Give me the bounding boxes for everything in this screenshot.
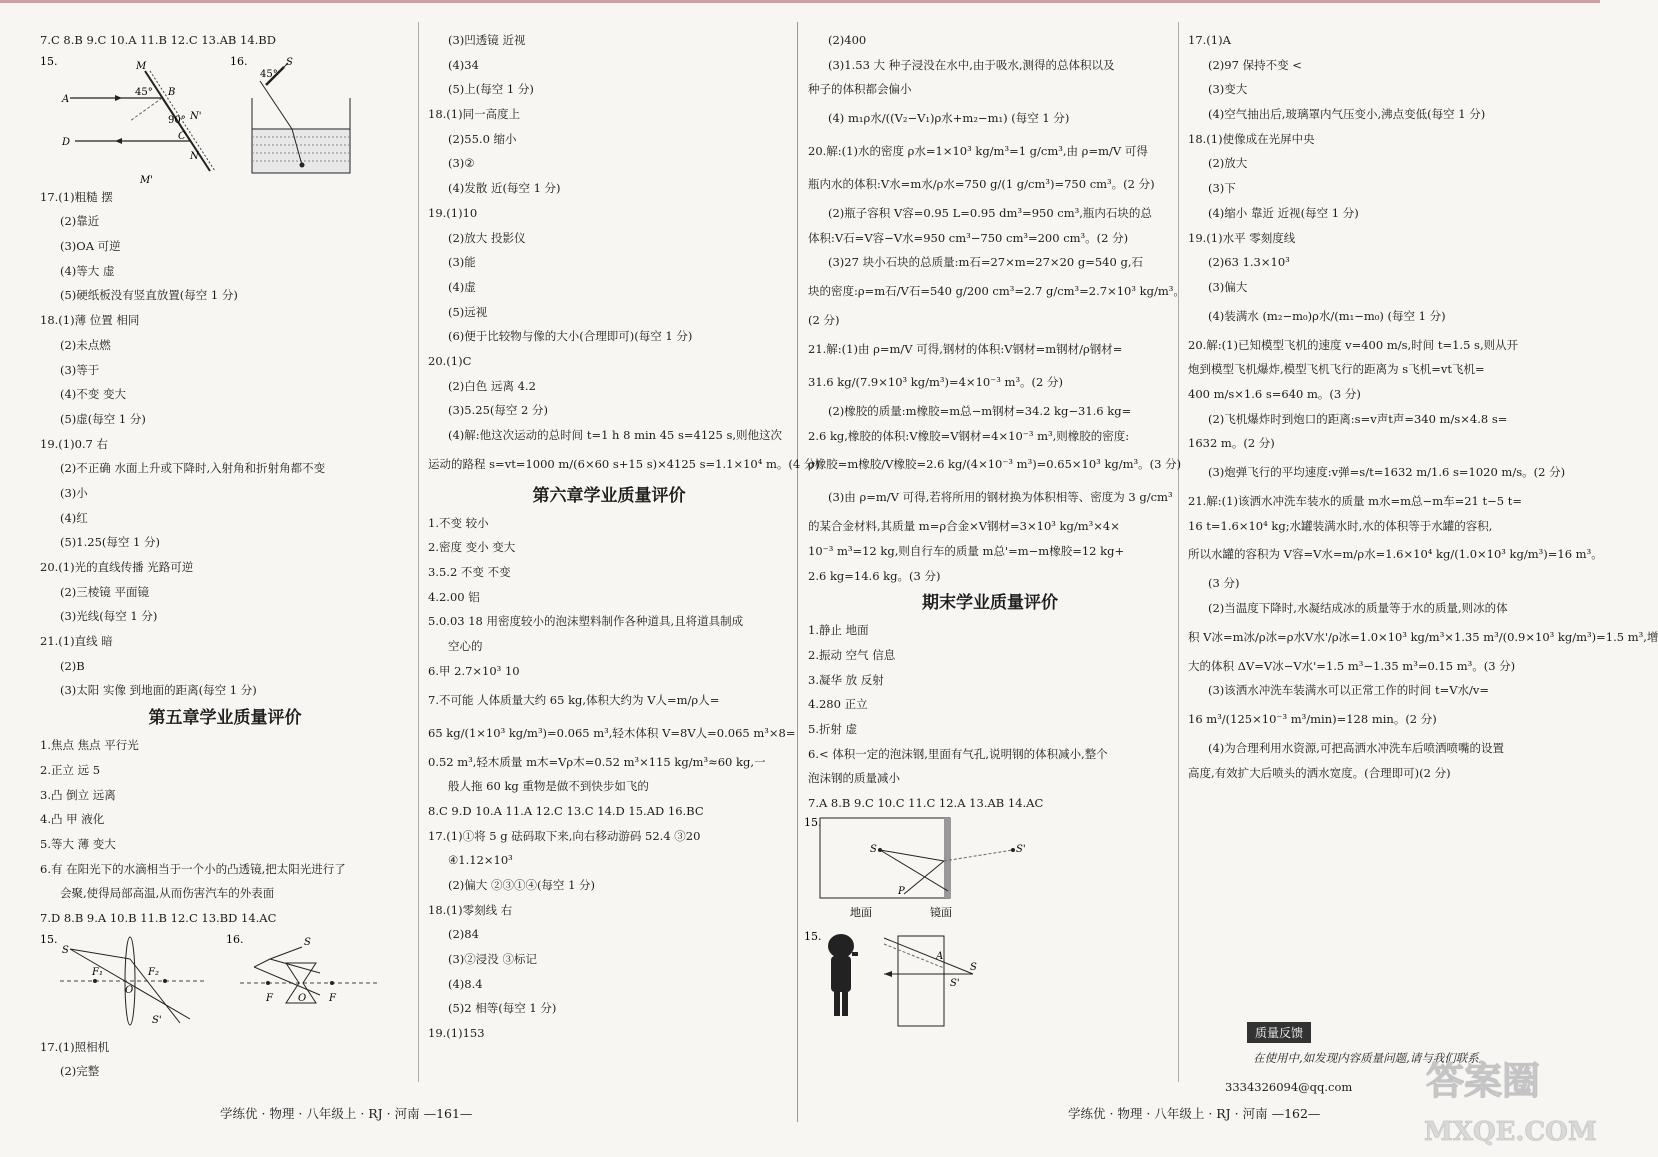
answer-line: (2)三棱镜 平面镜 xyxy=(60,584,149,599)
column-divider xyxy=(418,22,419,1082)
answer-line: 65 kg/(1×10³ kg/m³)=0.065 m³,轻木体积 V=8V人=0.065 m³×8= xyxy=(428,725,796,740)
column-4 xyxy=(1188,28,1658,786)
answer-line: (4)虚 xyxy=(448,279,476,294)
watermark-text: 答案圈 xyxy=(1426,1058,1541,1103)
answer-line: (4)为合理利用水资源,可把高洒水冲洗车后喷洒喷嘴的设置 xyxy=(1208,741,1504,756)
diagram-letter: O xyxy=(125,984,134,996)
diagram-letter: C xyxy=(178,130,186,142)
section-heading: 期末学业质量评价 xyxy=(922,593,1058,614)
diagram-letter: 45° xyxy=(135,86,153,98)
answer-line: (2)偏大 ②③①④(每空 1 分) xyxy=(448,877,596,892)
answer-line: (2)放大 投影仪 xyxy=(448,230,526,245)
answer-line: (3)② xyxy=(448,156,475,171)
answer-line: 2.振动 空气 信息 xyxy=(808,647,896,662)
diagram-letter: A xyxy=(936,950,944,962)
answer-line: (3)等于 xyxy=(60,362,100,377)
answer-line: (2)当温度下降时,水凝结成冰的质量等于水的质量,则冰的体 xyxy=(1208,601,1508,616)
diagram-letter: N xyxy=(190,150,199,162)
answer-line: 6.有 在阳光下的水滴相当于一个小的凸透镜,把太阳光进行了 xyxy=(40,861,346,876)
answer-line: 炮到模型飞机爆炸,模型飞机飞行的距离为 s飞机=vt飞机= xyxy=(1188,362,1485,377)
answer-line: 17.(1)A xyxy=(1188,33,1231,47)
answer-line: (4)不变 变大 xyxy=(60,387,126,402)
diagram-letter: S xyxy=(62,944,69,956)
answer-line: (3)小 xyxy=(60,485,88,500)
answer-line: (5)2 相等(每空 1 分) xyxy=(448,1001,557,1016)
answer-line: (3)下 xyxy=(1208,181,1236,196)
answer-line: 种子的体积都会偏小 xyxy=(808,82,912,97)
diagram-letter: 90° xyxy=(168,114,186,126)
figure-label: 15. xyxy=(40,54,58,68)
answer-line: (2)55.0 缩小 xyxy=(448,131,517,146)
answer-line: 4.280 正立 xyxy=(808,697,868,712)
answer-line: 21.解:(1)由 ρ=m/V 可得,钢材的体积:V钢材=m钢材/ρ钢材= xyxy=(808,341,1123,356)
answer-line: 瓶内水的体积:V水=m水/ρ水=750 g/(1 g/cm³)=750 cm³。(2 分) xyxy=(808,177,1155,192)
answer-line: 19.(1)10 xyxy=(428,205,478,220)
answer-line: 1.静止 地面 xyxy=(808,623,869,638)
answer-line: (2)97 保持不变 < xyxy=(1208,57,1302,72)
answer-line: 3.凝华 放 反射 xyxy=(808,672,884,687)
answer-line: (2)白色 远离 4.2 xyxy=(448,378,536,393)
page-footer-left: 学练优 · 物理 · 八年级上 · RJ · 河南 —161— xyxy=(220,1106,473,1121)
answer-line: (2)飞机爆炸时到炮口的距离:s=v声t声=340 m/s×4.8 s= xyxy=(1208,411,1508,426)
column-divider xyxy=(1178,22,1179,1082)
answer-line: 泡沫钢的质量减小 xyxy=(808,771,900,786)
answer-line: (3)能 xyxy=(448,255,476,270)
answer-line: 大的体积 ΔV=V冰−V水'=1.5 m³−1.35 m³=0.15 m³。(3 分) xyxy=(1188,658,1516,673)
watermark-text: MXQE.COM xyxy=(1424,1117,1597,1147)
answer-line: 7.不可能 人体质量大约 65 kg,体积大约为 V人=m/ρ人= xyxy=(428,692,720,707)
answer-line: 1.不变 较小 xyxy=(428,515,489,530)
answer-line: (3)1.53 大 种子浸没在水中,由于吸水,测得的总体积以及 xyxy=(828,57,1115,72)
answer-line: 3.凸 倒立 远离 xyxy=(40,787,116,802)
answer-line: 0.52 m³,轻木质量 m木=Vρ木=0.52 m³×115 kg/m³≈60 kg,一 xyxy=(428,754,766,769)
diagram-letter: N' xyxy=(190,110,202,122)
answer-line: (5)上(每空 1 分) xyxy=(448,82,534,97)
diagram-letter: D xyxy=(62,136,71,148)
answer-line: 8.C 9.D 10.A 11.A 12.C 13.C 14.D 15.AD 16.BC xyxy=(428,803,704,818)
diagram-letter: M xyxy=(136,60,147,72)
column-3 xyxy=(804,28,1185,1028)
answer-line: 会聚,使得局部高温,从而伤害汽车的外表面 xyxy=(60,886,275,901)
answer-line: 体积:V石=V容−V水=950 cm³−750 cm³=200 cm³。(2 分) xyxy=(808,230,1129,245)
answer-line: 5.等大 薄 变大 xyxy=(40,836,116,851)
diagram-letter: M' xyxy=(140,174,153,186)
answer-line: 7.C 8.B 9.C 10.A 11.B 12.C 13.AB 14.BD xyxy=(40,33,276,47)
diagram-letter: S' xyxy=(950,977,960,989)
answer-line: (2)靠近 xyxy=(60,214,100,229)
answer-line: 1632 m。(2 分) xyxy=(1188,436,1275,451)
answer-line: (3)太阳 实像 到地面的距离(每空 1 分) xyxy=(60,683,257,698)
feedback-email: 3334326094@qq.com xyxy=(1225,1080,1353,1094)
answer-line: 18.(1)同一高度上 xyxy=(428,107,521,122)
section-heading: 第六章学业质量评价 xyxy=(532,485,686,506)
answer-line: 4.凸 甲 液化 xyxy=(40,812,105,827)
page-divider xyxy=(797,22,798,1122)
diagram-letter: F xyxy=(266,992,273,1004)
figure-label: 15. xyxy=(804,815,822,829)
answer-line: 7.D 8.B 9.A 10.B 11.B 12.C 13.BD 14.AC xyxy=(40,910,277,925)
figure-label: 16. xyxy=(230,54,248,68)
answer-line: 400 m/s×1.6 s=640 m。(3 分) xyxy=(1188,386,1361,401)
answer-line: 20.解:(1)水的密度 ρ水=1×10³ kg/m³=1 g/cm³,由 ρ=m/V 可得 xyxy=(808,144,1148,159)
diagram-letter: O xyxy=(298,992,307,1004)
answer-line: (3)光线(每空 1 分) xyxy=(60,609,158,624)
answer-line: 积 V冰=m冰/ρ冰=ρ水V水'/ρ冰=1.0×10³ kg/m³×1.35 m³/(0.9×10³ kg/m³)=1.5 m³,增 xyxy=(1188,629,1658,644)
figure-15-reflection xyxy=(40,53,410,185)
column-1 xyxy=(40,28,410,1084)
page-footer-right: 学练优 · 物理 · 八年级上 · RJ · 河南 —162— xyxy=(1068,1106,1321,1121)
answer-line: 19.(1)水平 零刻度线 xyxy=(1188,230,1296,245)
diagram-letter: S xyxy=(304,936,311,948)
answer-line: 18.(1)零刻线 右 xyxy=(428,902,513,917)
diagram-letter: S xyxy=(970,961,977,973)
feedback-text: 在使用中,如发现内容质量问题,请与我们联系, xyxy=(1253,1051,1483,1065)
answer-line: 5.折射 虚 xyxy=(808,722,858,736)
answer-line: (3)5.25(每空 2 分) xyxy=(448,403,548,418)
answer-line: 运动的路程 s=vt=1000 m/(6×60 s+15 s)×4125 s=1.1×10⁴ m。(4 分) xyxy=(428,456,820,471)
answer-line: (4)装满水 (m₂−m₀)ρ水/(m₁−m₀) (每空 1 分) xyxy=(1208,308,1446,323)
answer-line: (4)34 xyxy=(448,57,479,72)
answer-line: 18.(1)使像成在光屏中央 xyxy=(1188,131,1315,146)
diagram-letter: S' xyxy=(1016,843,1026,855)
answer-line: (2)不正确 水面上升或下降时,入射角和折射角都不变 xyxy=(60,461,326,476)
answer-line: (3)该洒水冲洗车装满水可以正常工作的时间 t=V水/v= xyxy=(1208,683,1490,698)
answer-line: (3)凹透镜 近视 xyxy=(448,33,526,47)
answer-line: (4)缩小 靠近 近视(每空 1 分) xyxy=(1208,205,1359,220)
watermark-logo xyxy=(1420,1050,1595,1150)
answer-line: 2.正立 远 5 xyxy=(40,762,101,777)
answer-line: 1.焦点 焦点 平行光 xyxy=(40,738,139,753)
answer-line: 2.6 kg=14.6 kg。(3 分) xyxy=(808,568,941,583)
answer-line: (3)变大 xyxy=(1208,82,1248,97)
diagram-letter: 45° xyxy=(260,68,278,80)
answer-line: (4)发散 近(每空 1 分) xyxy=(448,181,561,196)
answer-line: 19.(1)0.7 右 xyxy=(40,436,109,451)
answer-line: (5)虚(每空 1 分) xyxy=(60,411,146,426)
answer-line: (2)瓶子容积 V容=0.95 L=0.95 dm³=950 cm³,瓶内石块的总 xyxy=(828,206,1152,221)
answer-line: (2)未点燃 xyxy=(60,337,111,352)
answer-line: 17.(1)粗糙 摆 xyxy=(40,189,113,204)
diagram-letter: A xyxy=(62,93,70,105)
answer-line: (3)27 块小石块的总质量:m石=27×m=27×20 g=540 g,石 xyxy=(828,255,1143,270)
answer-line: (3)由 ρ=m/V 可得,若将所用的钢材换为体积相等、密度为 3 g/cm³ xyxy=(828,490,1173,505)
answer-line: 7.A 8.B 9.C 10.C 11.C 12.A 13.AB 14.AC xyxy=(808,796,1044,811)
answer-line: (2)63 1.3×10³ xyxy=(1208,255,1290,270)
answer-line: 块的密度:ρ=m石/V石=540 g/200 cm³=2.7 g/cm³=2.7×10³ kg/m³。 xyxy=(808,284,1185,299)
answer-line: (4)解:他这次运动的总时间 t=1 h 8 min 45 s=4125 s,则他这次 xyxy=(448,428,783,442)
answer-line: (3)炮弹飞行的平均速度:v弹=s/t=1632 m/1.6 s=1020 m/s。(2 分) xyxy=(1208,465,1566,479)
answer-line: 19.(1)153 xyxy=(428,1026,485,1041)
answer-line: 16 t=1.6×10⁴ kg;水罐装满水时,水的体积等于水罐的容积, xyxy=(1188,518,1493,533)
figure-caption: 地面 xyxy=(850,905,872,919)
answer-line: 空心的 xyxy=(448,639,483,654)
answer-line: 6.< 体积一定的泡沫钢,里面有气孔,说明钢的体积减小,整个 xyxy=(808,746,1108,761)
answer-line: ④1.12×10³ xyxy=(448,853,513,868)
figure-caption: 镜面 xyxy=(930,905,952,919)
answer-line: ρ橡胶=m橡胶/V橡胶=2.6 kg/(4×10⁻³ m³)=0.65×10³ kg/m³。(3 分) xyxy=(808,457,1182,472)
column-2 xyxy=(428,28,820,1046)
answer-line: 6.甲 2.7×10³ 10 xyxy=(428,663,520,678)
answer-line: 2.密度 变小 变大 xyxy=(428,540,516,555)
answer-line: 10⁻³ m³=12 kg,则自行车的质量 m总'=m−m橡胶=12 kg+ xyxy=(808,543,1125,558)
answer-line: 21.(1)直线 暗 xyxy=(40,634,113,649)
answer-line: 21.解:(1)该洒水冲洗车装水的质量 m水=m总−m车=21 t−5 t= xyxy=(1188,494,1523,508)
answer-line: 的某合金材料,其质量 m=ρ合金×V钢材=3×10³ kg/m³×4× xyxy=(808,519,1120,534)
answer-line: (6)便于比较物与像的大小(合理即可)(每空 1 分) xyxy=(448,329,693,344)
answer-line: 高度,有效扩大后喷头的洒水宽度。(合理即可)(2 分) xyxy=(1188,765,1451,780)
answer-line: (4)红 xyxy=(60,510,88,525)
answer-line: (4)等大 虚 xyxy=(60,263,115,278)
top-border xyxy=(0,0,1600,3)
answer-line: (2)放大 xyxy=(1208,156,1248,171)
answer-line: (3 分) xyxy=(1208,576,1240,591)
answer-line: 所以水罐的容积为 V容=V水=m/ρ水=1.6×10⁴ kg/(1.0×10³ kg/m³)=16 m³。 xyxy=(1188,547,1603,562)
answer-line: 31.6 kg/(7.9×10³ kg/m³)=4×10⁻³ m³。(2 分) xyxy=(808,374,1063,389)
answer-line: 20.(1)光的直线传播 光路可逆 xyxy=(40,560,194,574)
figure-lens-diagrams xyxy=(40,931,410,1035)
quality-feedback-badge: 质量反馈 xyxy=(1247,1022,1311,1043)
answer-line: 16 m³/(125×10⁻³ m³/min)=128 min。(2 分) xyxy=(1188,712,1437,727)
answer-line: 般人拖 60 kg 重物是做不到快步如飞的 xyxy=(448,779,649,794)
answer-line: 4.2.00 铝 xyxy=(428,589,480,604)
section-heading: 第五章学业质量评价 xyxy=(148,708,302,729)
answer-line: 17.(1)照相机 xyxy=(40,1039,110,1054)
answer-line: (3)②浸没 ③标记 xyxy=(448,952,537,966)
answer-line: 20.解:(1)已知模型飞机的速度 v=400 m/s,时间 t=1.5 s,则从开 xyxy=(1188,337,1519,352)
answer-line: 18.(1)薄 位置 相同 xyxy=(40,313,140,328)
answer-line: 5.0.03 18 用密度较小的泡沫塑料制作各种道具,且将道具制成 xyxy=(428,614,744,629)
answer-line: (3)OA 可逆 xyxy=(60,239,121,254)
answer-line: 2.6 kg,橡胶的体积:V橡胶=V钢材=4×10⁻³ m³,则橡胶的密度: xyxy=(808,428,1130,443)
answer-line: (2)完整 xyxy=(60,1064,100,1079)
diagram-letter: S' xyxy=(152,1014,162,1026)
diagram-letter: B xyxy=(168,86,176,98)
diagram-letter: S xyxy=(286,56,293,68)
answer-line: (5)1.25(每空 1 分) xyxy=(60,535,160,550)
answer-line: (5)远视 xyxy=(448,304,488,319)
diagram-letter: F₁ xyxy=(92,966,103,978)
answer-line: (4)8.4 xyxy=(448,976,483,991)
answer-line: (4)空气抽出后,玻璃罩内气压变小,沸点变低(每空 1 分) xyxy=(1208,107,1486,122)
figure-label: 15. xyxy=(40,932,58,946)
diagram-letter: P xyxy=(898,885,905,897)
answer-line: (2)84 xyxy=(448,927,479,942)
answer-line: (2)橡胶的质量:m橡胶=m总−m钢材=34.2 kg−31.6 kg= xyxy=(828,403,1132,418)
diagram-letter: F₂ xyxy=(148,966,159,978)
answer-line: (2)B xyxy=(60,658,85,673)
diagram-letter: S xyxy=(870,843,877,855)
answer-line: (3)偏大 xyxy=(1208,279,1248,294)
answer-line: (4) m₁ρ水/((V₂−V₁)ρ水+m₂−m₁) (每空 1 分) xyxy=(828,111,1070,126)
answer-line: (5)硬纸板没有竖直放置(每空 1 分) xyxy=(60,288,238,303)
figure-final-15 xyxy=(804,815,1172,1028)
answer-line: (2 分) xyxy=(808,313,840,328)
diagram-letter: F xyxy=(329,992,336,1004)
answer-line: 17.(1)①将 5 g 砝码取下来,向右移动游码 52.4 ③20 xyxy=(428,828,701,843)
figure-label: 16. xyxy=(226,932,244,946)
answer-line: 20.(1)C xyxy=(428,353,472,368)
answer-line: 3.5.2 不变 不变 xyxy=(428,565,511,580)
answer-line: (2)400 xyxy=(828,33,867,47)
figure-label: 15. xyxy=(804,929,822,943)
